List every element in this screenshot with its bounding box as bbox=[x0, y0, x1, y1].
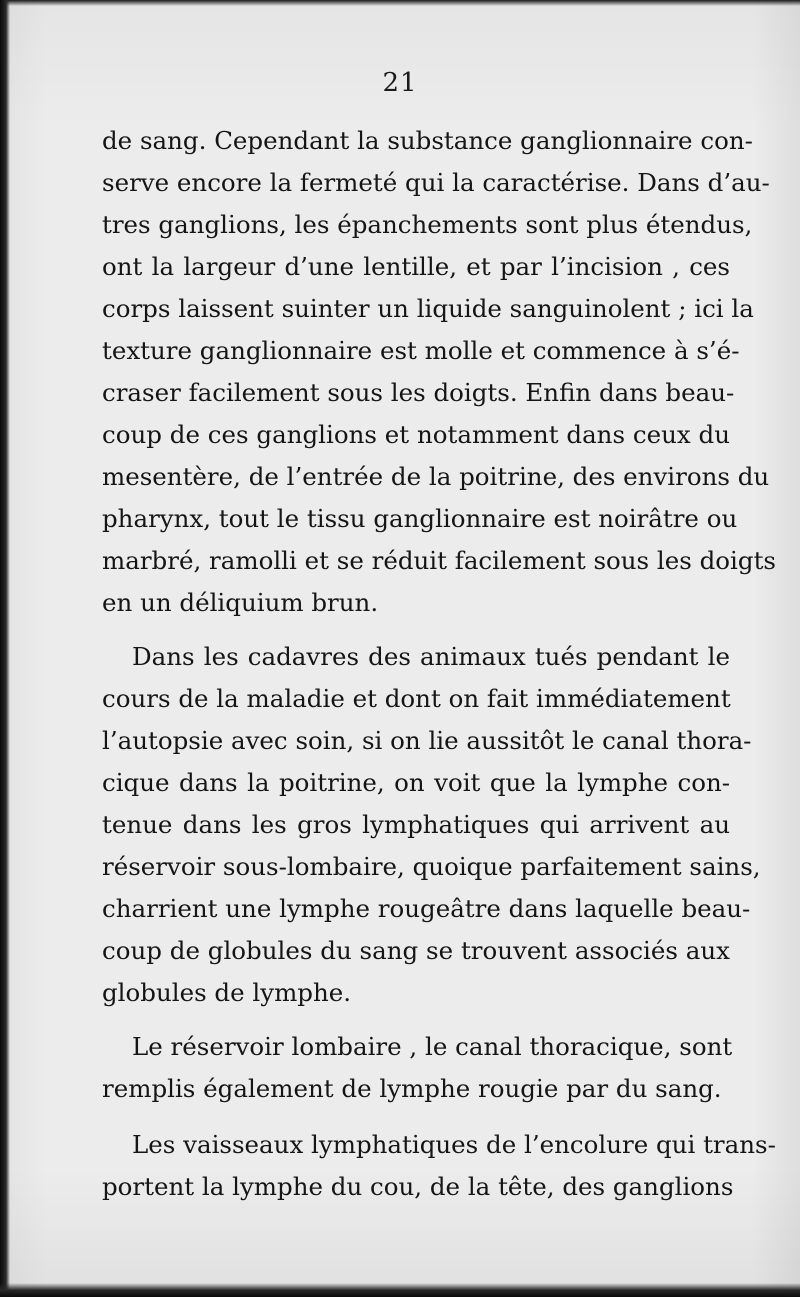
text-line: remplis également de lymphe rougie par du sang. bbox=[102, 1074, 722, 1103]
scan-edge-bottom bbox=[0, 1283, 800, 1297]
text-line: ont la largeur d’une lentille, et par l’incision , ces bbox=[102, 252, 730, 281]
text-line: marbré, ramolli et se réduit facilement sous les doigts bbox=[102, 546, 776, 575]
text-line: coup de ces ganglions et notamment dans ceux du bbox=[102, 420, 730, 449]
paragraph-gap bbox=[102, 624, 730, 636]
text-line: mesentère, de l’entrée de la poitrine, des environs du bbox=[102, 462, 770, 491]
text-line: craser facilement sous les doigts. Enfin dans beau- bbox=[102, 378, 735, 407]
paragraph-3 bbox=[102, 1026, 733, 1110]
paragraph-gap bbox=[102, 1110, 730, 1124]
text-line: cique dans la poitrine, on voit que la lymphe con- bbox=[102, 768, 730, 797]
text-line: coup de globules du sang se trouvent associés aux bbox=[102, 936, 730, 965]
text-line: tenue dans les gros lymphatiques qui arrivent au bbox=[102, 810, 730, 839]
text-line: de sang. Cependant la substance ganglionnaire con- bbox=[102, 126, 753, 155]
text-line: charrient une lymphe rougeâtre dans laquelle beau- bbox=[102, 894, 751, 923]
text-line: tres ganglions, les épanchements sont plus étendus, bbox=[102, 210, 753, 239]
text-line: Les vaisseaux lymphatiques de l’encolure qui trans- bbox=[132, 1130, 776, 1159]
paragraph-4 bbox=[102, 1124, 776, 1208]
scan-edge-left bbox=[0, 0, 10, 1297]
text-line: l’autopsie avec soin, si on lie aussitôt le canal thora- bbox=[102, 726, 752, 755]
text-line: réservoir sous-lombaire, quoique parfaitement sains, bbox=[102, 852, 761, 881]
text-line: portent la lymphe du cou, de la tête, des ganglions bbox=[102, 1172, 734, 1201]
text-line: Dans les cadavres des animaux tués pendant le bbox=[132, 642, 730, 671]
page-number: 21 bbox=[382, 68, 418, 98]
paragraph-2 bbox=[102, 636, 761, 1014]
text-line: texture ganglionnaire est molle et commence à s’é- bbox=[102, 336, 740, 365]
text-line: Le réservoir lombaire , le canal thoracique, sont bbox=[132, 1032, 733, 1061]
text-line: pharynx, tout le tissu ganglionnaire est noirâtre ou bbox=[102, 504, 738, 533]
paragraph-1 bbox=[102, 120, 776, 624]
scan-edge-top bbox=[0, 0, 800, 6]
text-line: cours de la maladie et dont on fait immédiatement bbox=[102, 684, 731, 713]
body-text bbox=[102, 120, 776, 1208]
text-line: serve encore la fermeté qui la caractérise. Dans d’au- bbox=[102, 168, 770, 197]
text-line: globules de lymphe. bbox=[102, 978, 352, 1007]
text-line: en un déliquium brun. bbox=[102, 588, 379, 617]
paragraph-gap bbox=[102, 1014, 730, 1026]
text-line: corps laissent suinter un liquide sanguinolent ; ici la bbox=[102, 294, 754, 323]
